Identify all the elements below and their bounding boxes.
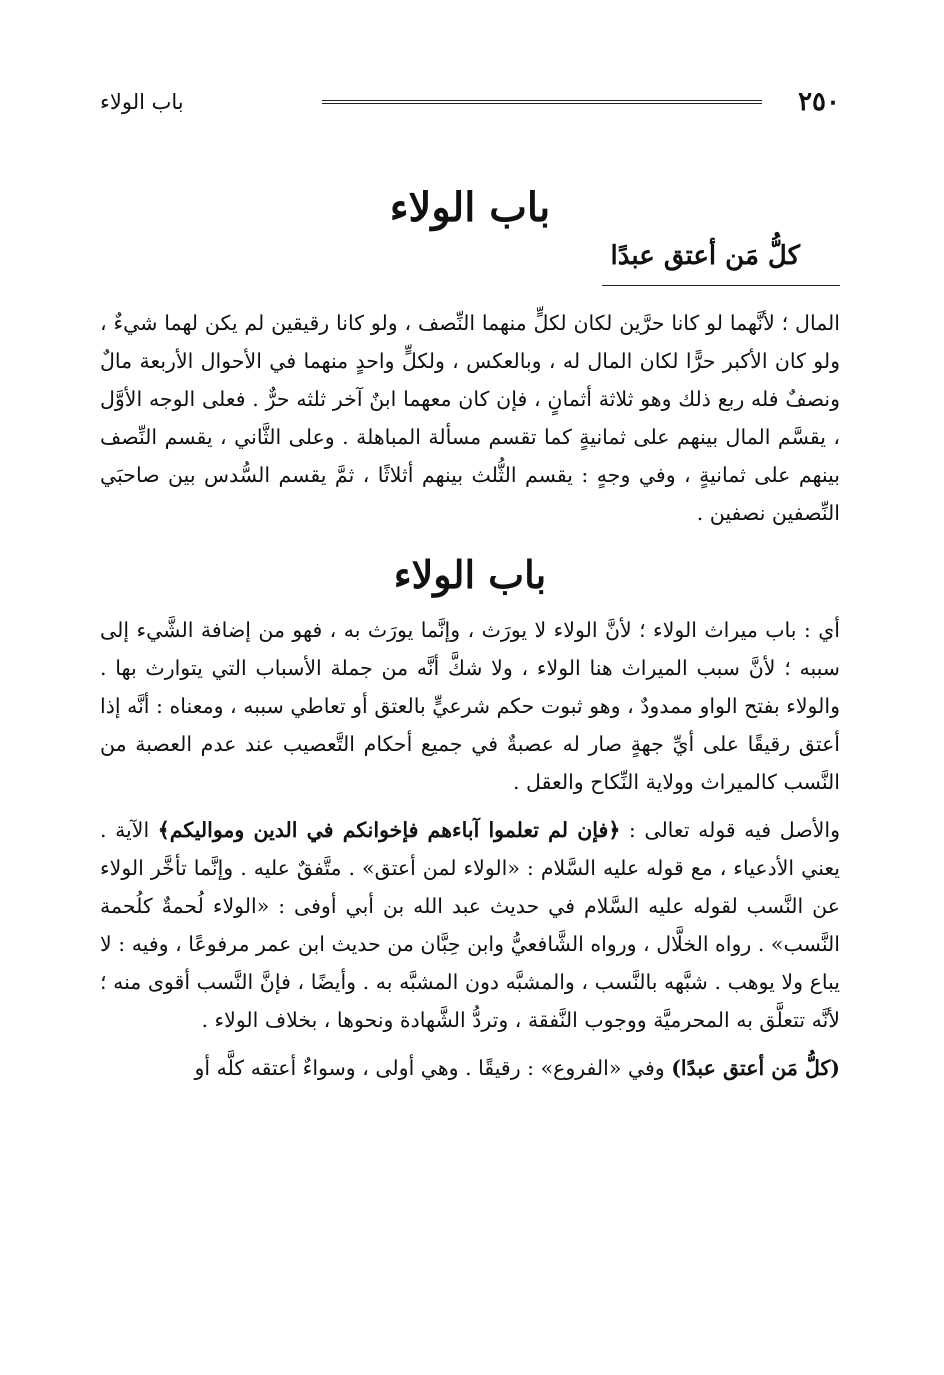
paragraph-4-body: وفي «الفروع» : رقيقًا . وهي أولى ، وسواءٌ أعتقه كلَّه أو: [194, 1056, 672, 1080]
page-header: [100, 80, 840, 124]
paragraph-1: المال ؛ لأنَّهما لو كانا حرَّين لكان لكلٍّ منهما النِّصف ، ولو كانا رقيقين لم يكن لهما شيءٌ ، ولو كان الأكبر حرًّا لكان المال له ، وبالعكس ، ولكلٍّ واحدٍ منهما في الأحوال الأربعة مالٌ ونصفٌ فله ربع ذلك وهو ثلاثة أثمانٍ ، فإن كان معهما ابنٌ آخر ثلثه حرٌّ . فعلى الوجه الأوَّل ، يقسَّم المال بينهم على ثمانيةٍ كما تقسم مسألة المباهلة . وعلى الثَّاني ، يقسم النِّصف بينهم على ثمانيةٍ ، وفي وجهٍ : يقسم الثُّلث بينهم أثلاثًا ، ثمَّ يقسم السُّدس بين صاحبَي النِّصفين نصفين .: [100, 311, 840, 525]
paragraph-3-body: الآية . يعني الأدعياء ، مع قوله عليه السَّلام : «الولاء لمن أعتق» . متَّفقٌ عليه . وإنَّما تأخَّر الولاء عن النَّسب لقوله عليه السَّلام في حديث عبد الله بن أبي أوفى : «الولاء لُحمةٌ كلُحمة النَّسب» . رواه الخلَّال ، ورواه الشَّافعيُّ وابن حِبَّان من حديث ابن عمر مرفوعًا ، وفيه : لا يباع ولا يوهب . شبَّهه بالنَّسب ، والمشبَّه دون المشبَّه به . وأيضًا ، فإنَّ النَّسب أقوى منه ؛ لأنَّه تتعلَّق به المحرميَّة ووجوب النَّفقة ، وتردُّ الشَّهادة ونحوها ، بخلاف الولاء .: [100, 818, 840, 1032]
paragraph-4: [100, 1049, 840, 1087]
subtitle-rule: [602, 285, 840, 286]
running-title: باب الولاء: [100, 90, 184, 114]
paragraph-2: أي : باب ميراث الولاء ؛ لأنَّ الولاء لا يورَث ، وإنَّما يورَث به ، فهو من إضافة الشَّيء إلى سببه ؛ لأنَّ سبب الميراث هنا الولاء ، ولا شكَّ أنَّه من جملة الأسباب التي يتوارث بها . والولاء بفتح الواو ممدودٌ ، وهو ثبوت حكم شرعيٍّ بالعتق أو تعاطي سببه ، ومعناه : أنَّه إذا أعتق رقيقًا على أيِّ جهةٍ صار له عصبةٌ في جميع أحكام التَّعصيب عند عدم العصبة من النَّسب كالميراث وولاية النِّكاح والعقل .: [100, 618, 840, 794]
book-page: [100, 80, 840, 1087]
chapter-title: باب الولاء: [389, 184, 551, 231]
matn-quote: (كلُّ مَن أعتق عبدًا): [671, 1056, 840, 1080]
header-rule: [322, 100, 762, 104]
chapter-title-second: باب الولاء: [393, 552, 547, 597]
section-subtitle: كلُّ مَن أعتق عبدًا: [610, 241, 800, 271]
page-number: ٢٥٠: [798, 87, 840, 117]
paragraph-3: [100, 811, 840, 1039]
paragraph-3-intro: والأصل فيه قوله تعالى :: [620, 818, 841, 842]
quran-quote: ﴿فإن لم تعلموا آباءهم فإخوانكم في الدين ومواليكم﴾: [157, 818, 621, 842]
